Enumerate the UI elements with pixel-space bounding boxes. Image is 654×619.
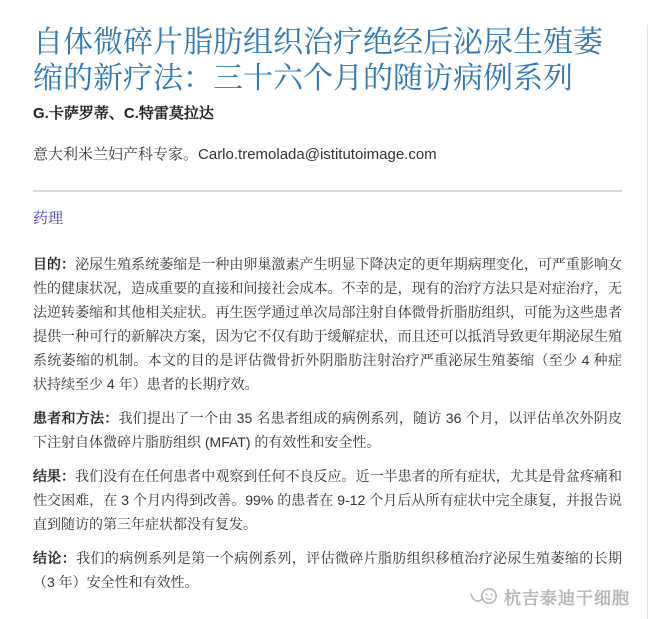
page-title: 自体微碎片脂肪组织治疗绝经后泌尿生殖萎缩的新疗法：三十六个月的随访病例系列 (33, 26, 603, 95)
objective-label: 目的： (33, 256, 76, 272)
page-edge-line (647, 25, 648, 619)
affiliation-line (33, 146, 622, 164)
affiliation-email: Carlo.tremolada@istitutoimage.com (198, 146, 437, 163)
article-page (0, 25, 654, 619)
abstract-section (33, 252, 622, 594)
objective-text: 泌尿生殖系统萎缩是一种由卵巢激素产生明显下降决定的更年期病理变化，可严重影响女性的健康状况，造成重要的直接和间接社会成本。不幸的是，现有的治疗方法只是对症治疗，无法逆转萎缩和其他相关症状。再生医学通过单次局部注射自体微骨折脂肪组织，可能为这些患者提供一种可行的新解决方案，因为它不仅有助于缓解症状，而且还可以抵消导致更年期泌尿生殖系统萎缩的机制。本文的目的是评估微骨折外阴脂肪注射治疗严重泌尿生殖萎缩（至少 4 种症状持续至少 4 年）患者的长期疗效。 (33, 256, 623, 392)
methods-paragraph (33, 406, 622, 454)
affiliation-text: 意大利米兰妇产科专家。 (33, 146, 199, 163)
results-label: 结果： (33, 468, 76, 484)
results-paragraph (33, 464, 622, 536)
methods-label: 患者和方法： (33, 410, 119, 426)
conclusion-paragraph (33, 546, 622, 594)
conclusion-label: 结论： (33, 550, 77, 566)
section-divider (33, 190, 622, 192)
methods-text: 我们提出了一个由 35 名患者组成的病例系列，随访 36 个月，以评估单次外阴皮下注射自体微碎片脂肪组织 (MFAT) 的有效性和安全性。 (33, 410, 623, 450)
results-text: 我们没有在任何患者中观察到任何不良反应。近一半患者的所有症状，尤其是骨盆疼痛和性交困难，在 3 个月内得到改善。99% 的患者在 9-12 个月后从所有症状中完全康复，并报告说直到随访的第三年症状都没有复发。 (33, 468, 623, 532)
objective-paragraph (33, 252, 622, 396)
authors-line: G.卡萨罗蒂、C.特雷莫拉达 (33, 105, 214, 122)
conclusion-text: 我们的病例系列是第一个病例系列，评估微碎片脂肪组织移植治疗泌尿生殖萎缩的长期（3 年）安全性和有效性。 (33, 550, 622, 590)
category-link-pharmacology[interactable]: 药理 (33, 210, 64, 227)
watermark-text: 杭吉泰迪干细胞 (504, 589, 630, 608)
